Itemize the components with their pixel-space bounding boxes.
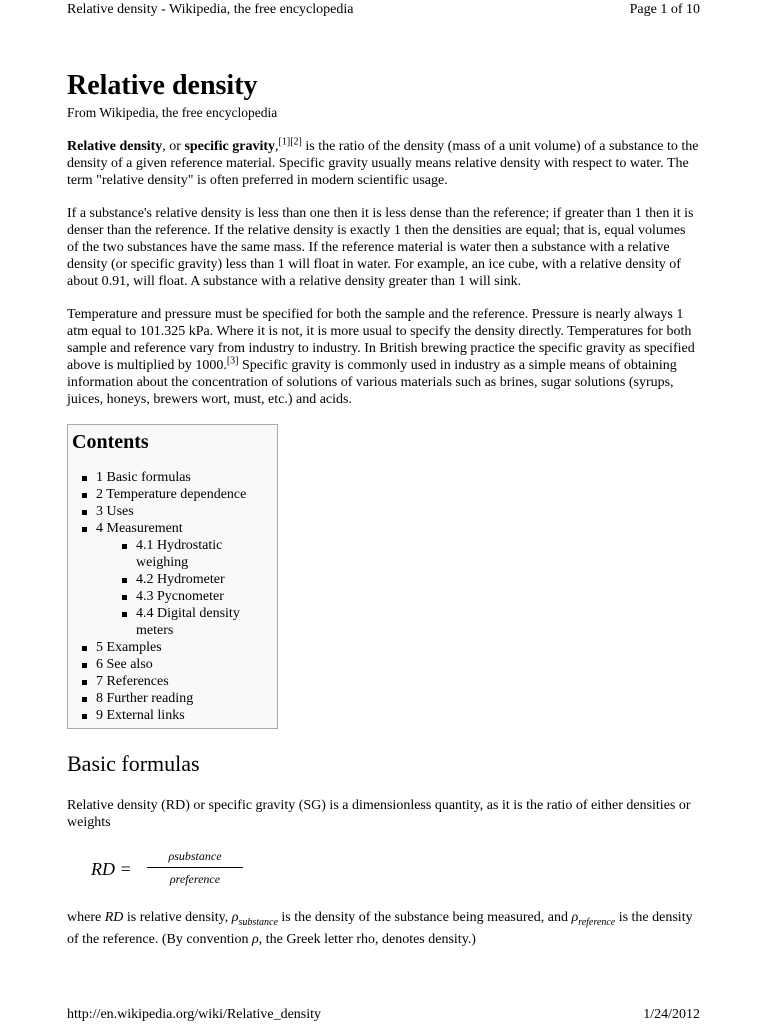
citation-link[interactable]: [1][2] — [278, 136, 302, 148]
toc-subitem[interactable]: 4.1 Hydrostatic weighing — [120, 537, 277, 571]
header-title: Relative density - Wikipedia, the free encyclopedia — [67, 2, 354, 17]
page-url: http://en.wikipedia.org/wiki/Relative_density — [67, 1007, 322, 1022]
toc-item[interactable]: 4 Measurement 4.1 Hydrostatic weighing 4.2 Hydrometer 4.3 Pycnometer 4.4 Digital density meters — [80, 520, 277, 639]
term-relative-density: Relative density — [67, 139, 163, 154]
toc-subitem[interactable]: 4.3 Pycnometer — [120, 588, 277, 605]
term-specific-gravity: specific gravity — [184, 139, 276, 154]
page-subtitle: From Wikipedia, the free encyclopedia — [67, 105, 278, 120]
toc-item[interactable]: 7 References — [80, 673, 277, 690]
formula-lhs: RD = — [91, 859, 132, 879]
paragraph-3: Temperature and pressure must be specified for both the sample and the reference. Pressure is nearly always 1 atm equal to 101.325 kPa. Where it is not, it is more usual to specify the density directly. Temperatures for both sample and reference vary from industry to industry. In British brewing practice the specific gravity as specified above is multiplied by 1000.[3] Specific gravity is commonly used in industry as a simple means of obtaining information about the concentration of solutions of various materials such as brines, sugar solutions (syrups, juices, honeys, brewers wort, must, etc.) and acids. — [67, 307, 695, 407]
section-paragraph: Relative density (RD) or specific gravity (SG) is a dimensionless quantity, as it is the ratio of either densities or weights — [67, 798, 691, 830]
formula-fraction — [147, 847, 243, 888]
toc-title: Contents — [72, 431, 149, 453]
toc-subitem[interactable]: 4.2 Hydrometer — [120, 571, 277, 588]
citation-link[interactable]: [3] — [226, 355, 239, 367]
fraction-bar — [147, 867, 243, 868]
formula-denominator: ρreference — [169, 872, 221, 886]
page-title: Relative density — [67, 70, 258, 101]
page-header — [67, 0, 700, 22]
paragraph-2: If a substance's relative density is less than one then it is less dense than the reference; if greater than 1 then it is denser than the reference. If the relative density is exactly 1 then the densities are equal; that is, equal volumes of the two substances have the same mass. If the reference material is water then a substance with a relative density (or specific gravity) less than 1 will float in water. For example, an ice cube, with a relative density of about 0.91, will float. A substance with a relative density greater than 1 will sink. — [67, 206, 694, 289]
intro-paragraph: Relative density, or specific gravity,[1][2] is the ratio of the density (mass of a unit volume) of a substance to the density of a given reference material. Specific gravity usually means relative density with respect to water. The term "relative density" is often preferred in modern scientific usage. — [67, 136, 699, 188]
toc-item[interactable]: 8 Further reading — [80, 690, 277, 707]
toc-item[interactable]: 3 Uses — [80, 503, 277, 520]
formula-explanation: where RD is relative density, $\rho_{substance}$ is the density of the substance being measured, and $\rho_{reference}$ is the density of the reference. (By convention ρ, the Greek letter rho, denotes density.) — [67, 910, 693, 947]
toc-item[interactable]: 9 External links — [80, 707, 277, 724]
article — [67, 66, 699, 964]
table-of-contents — [67, 424, 278, 729]
toc-item[interactable]: 5 Examples — [80, 639, 277, 656]
toc-subitem[interactable]: 4.4 Digital density meters — [120, 605, 277, 639]
page-number: Page 1 of 10 — [629, 2, 700, 17]
formula-image — [91, 847, 699, 895]
toc-item[interactable]: 2 Temperature dependence — [80, 486, 277, 503]
toc-item[interactable]: 6 See also — [80, 656, 277, 673]
toc-item[interactable]: 1 Basic formulas — [80, 469, 277, 486]
formula-numerator: ρsubstance — [168, 849, 222, 863]
section-heading: Basic formulas — [67, 751, 200, 776]
print-date: 1/24/2012 — [643, 1007, 700, 1022]
